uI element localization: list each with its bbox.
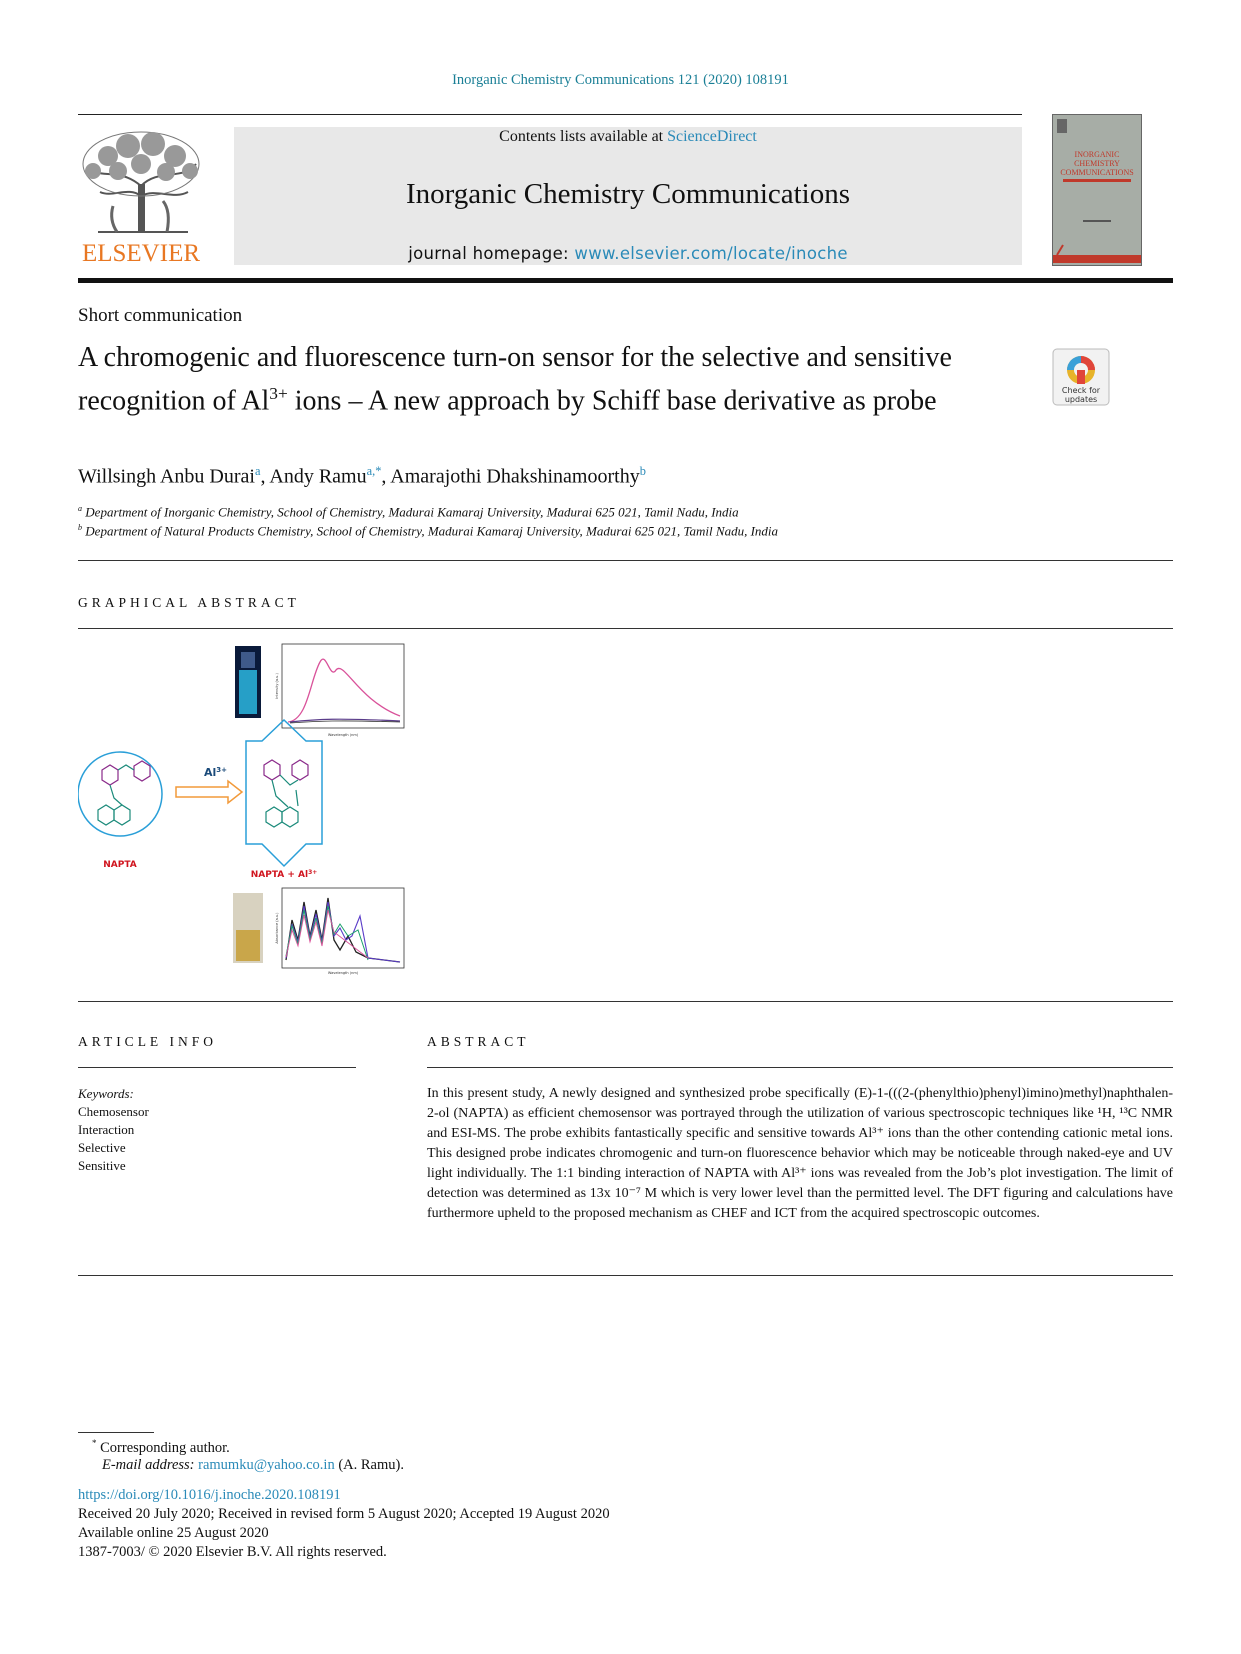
contents-prefix: Contents lists available at	[499, 128, 668, 145]
article-info-rule	[78, 1067, 356, 1068]
email-label: E-mail address:	[102, 1457, 199, 1473]
publisher-wordmark: ELSEVIER	[81, 240, 201, 266]
author-1: Willsingh Anbu Durai	[78, 465, 255, 488]
complex-charge: 3+	[308, 869, 318, 876]
email-note	[102, 1457, 404, 1474]
cover-image	[1053, 115, 1141, 265]
graphical-abstract-bottom-rule	[78, 1001, 1173, 1002]
affiliation-b-text: Department of Natural Products Chemistry, School of Chemistry, Madurai Kamaraj University, Madurai 625 021, Tamil Nadu, India	[85, 523, 779, 539]
author-2: Andy Ramu	[269, 465, 367, 488]
author-3-affil[interactable]: b	[639, 464, 646, 478]
check-for-updates-button[interactable]	[1052, 348, 1110, 406]
probe-label: NAPTA	[103, 860, 137, 870]
absorbance-ylabel: Absorbance (a.u.)	[275, 912, 279, 944]
header-rule	[78, 114, 1022, 115]
affiliation-b-mark: b	[78, 523, 83, 532]
keyword-item: Chemosensor	[78, 1104, 149, 1119]
doi-link[interactable]: https://doi.org/10.1016/j.inoche.2020.108191	[78, 1487, 341, 1503]
affiliation-b	[78, 523, 778, 539]
article-type: Short communication	[78, 305, 243, 326]
crossmark-icon	[1052, 348, 1110, 406]
keyword-item: Selective	[78, 1140, 126, 1155]
author-3: Amarajothi Dhakshinamoorthy	[390, 465, 640, 488]
napta-al-complex-molecule	[264, 760, 308, 827]
sciencedirect-link[interactable]: ScienceDirect	[667, 128, 757, 145]
title-superscript: 3+	[269, 384, 288, 403]
author-list: Willsingh Anbu Durai$^a$, Andy Ramu$^{a,*}$, Amarajothi Dhakshinamoorthy$^b$	[78, 464, 646, 488]
contents-line	[234, 128, 1022, 146]
absorbance-xlabel: Wavelength (nm)	[327, 971, 359, 975]
napta-molecule	[78, 752, 162, 836]
keyword-item: Sensitive	[78, 1158, 126, 1173]
absorbance-spectrum-chart	[275, 888, 404, 975]
reaction-arrow	[176, 781, 242, 803]
journal-cover[interactable]	[1052, 114, 1142, 266]
author-2-affil[interactable]: a,*	[366, 464, 382, 478]
email-suffix: (A. Ramu).	[334, 1457, 404, 1473]
affiliation-a	[78, 504, 739, 520]
reagent-label	[204, 766, 227, 779]
reagent-charge: 3+	[216, 766, 228, 774]
abstract-bottom-rule	[78, 1275, 1173, 1276]
copyright: 1387-7003/ © 2020 Elsevier B.V. All rights reserved.	[78, 1544, 387, 1560]
fluorescence-ylabel: Intensity (a.u.)	[275, 673, 279, 699]
corresponding-mark: *	[92, 1438, 97, 1448]
journal-name: Inorganic Chemistry Communications	[405, 178, 851, 210]
journal-homepage	[234, 244, 1022, 263]
complex-name: NAPTA + Al	[250, 870, 309, 880]
elsevier-tree-icon	[78, 126, 206, 266]
crossmark-label-1: Check for	[1061, 386, 1101, 395]
elsevier-logo[interactable]	[78, 126, 206, 266]
homepage-prefix: journal homepage:	[408, 244, 575, 263]
abstract-text: In this present study, A newly designed and synthesized probe specifically (E)-1-(((2-(phenylthio)phenyl)imino)methyl)naphthalen-2-ol (NAPTA) as efficient chemosensor was portrayed through the utilization of various spectroscopic techniques like ¹H, ¹³C NMR and ESI-MS. The probe exhibits fantastically specific and sensitive towards Al³⁺ ions than the other contending cationic metal ions. This designed probe indicates chromogenic and turn-on fluorescence behavior which may be noticeable through naked-eye and UV light individually. The 1:1 binding interaction of NAPTA with Al³⁺ ions was revealed from the Job’s plot investigation. The limit of detection was determined as 13x 10⁻⁷ M which is very lower level than the permitted level. The DFT figuring and calculations have furthermore upheld to the proposed mechanism as CHEF and ICT from the acquired spectroscopic outcomes.	[427, 1086, 1173, 1221]
received-dates: Received 20 July 2020; Received in revised form 5 August 2020; Accepted 19 August 2020	[78, 1506, 610, 1522]
graphical-abstract-heading: GRAPHICAL ABSTRACT	[78, 595, 300, 610]
title-part1: A chromogenic and fluorescence turn-on sensor for the selective and sensitive recognition of Al	[78, 342, 952, 417]
graphical-abstract-svg	[78, 640, 418, 975]
header-thick-rule	[78, 278, 1173, 283]
abstract-rule	[427, 1067, 1173, 1068]
section-divider	[78, 560, 1173, 561]
fluorescence-xlabel: Wavelength (nm)	[327, 733, 359, 737]
title-part2: ions – A new approach by Schiff base derivative as probe	[287, 385, 937, 417]
fluorescence-spectrum-chart	[275, 644, 404, 737]
complex-label	[251, 869, 318, 880]
corresponding-author-note	[92, 1438, 230, 1457]
corresponding-text: Corresponding author.	[100, 1439, 230, 1456]
email-link[interactable]: ramumku@yahoo.co.in	[198, 1457, 335, 1473]
journal-citation[interactable]: Inorganic Chemistry Communications 121 (2020) 108191	[452, 72, 789, 88]
affiliation-a-mark: a	[78, 504, 83, 513]
reagent-ion: Al	[204, 766, 217, 779]
graphical-abstract-rule	[78, 628, 1173, 629]
affiliation-a-text: Department of Inorganic Chemistry, School of Chemistry, Madurai Kamaraj University, Madurai 625 021, Tamil Nadu, India	[85, 504, 739, 520]
article-title	[78, 340, 978, 419]
homepage-link[interactable]: www.elsevier.com/locate/inoche	[574, 244, 848, 263]
footnote-rule	[78, 1432, 154, 1433]
article-info-heading: ARTICLE INFO	[78, 1034, 218, 1049]
cover-title-1: INORGANIC	[1074, 150, 1120, 159]
keyword-item: Interaction	[78, 1122, 135, 1137]
author-1-affil[interactable]: a	[254, 464, 261, 478]
crossmark-label-2: updates	[1064, 395, 1098, 404]
graphical-abstract-figure	[78, 640, 418, 975]
cover-title-2: CHEMISTRY	[1074, 159, 1120, 168]
keywords-label: Keywords:	[78, 1086, 134, 1101]
abstract-heading: ABSTRACT	[427, 1034, 530, 1049]
available-online: Available online 25 August 2020	[78, 1525, 269, 1541]
cover-title-3: COMMUNICATIONS	[1060, 168, 1134, 177]
complex-frame-arrows	[246, 720, 322, 866]
